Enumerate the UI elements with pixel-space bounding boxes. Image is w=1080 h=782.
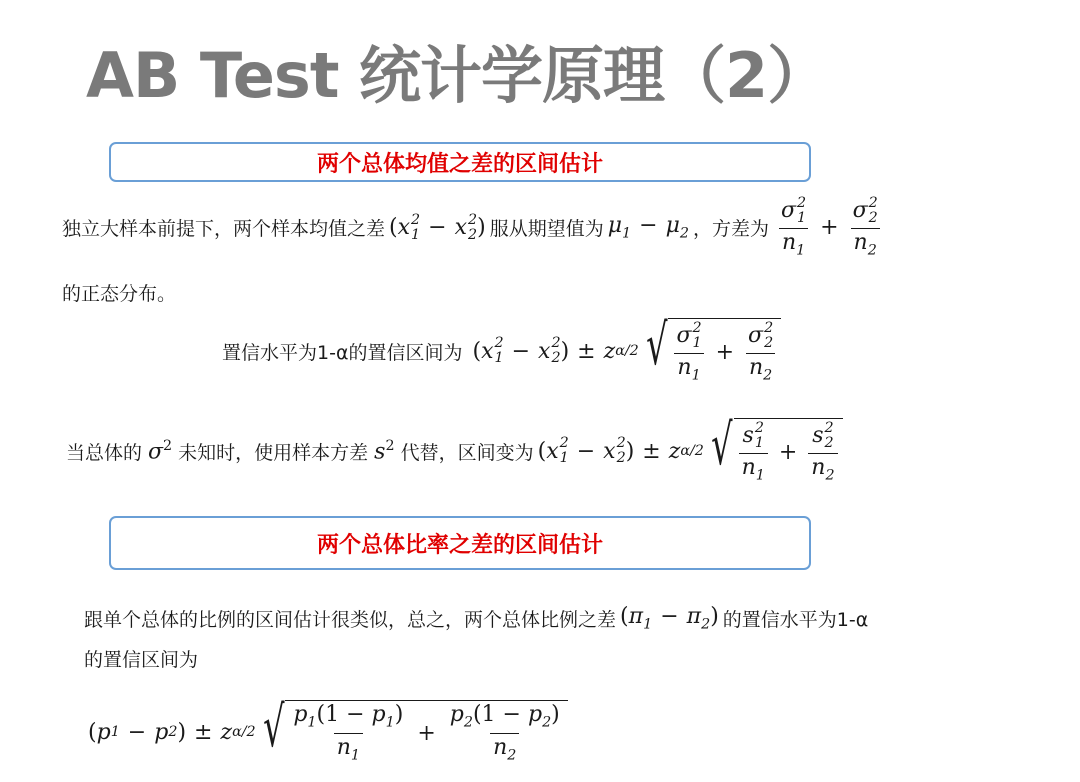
math-mean-diff: (x 2 1 − x 2 2 ): [389, 211, 486, 243]
text-proportion-difference: [84, 604, 868, 632]
math-s-squared: $s^2$: [374, 437, 395, 465]
text-fragment: 代替，区间变为: [400, 441, 534, 464]
math-ci-formula-sample: ( x 2 1 − x 2 2 ) ± z α/2 √ s 2 1 $n_1$ + s 2 2 $n_2$: [538, 418, 843, 484]
text-fragment: 未知时，使用样本方差: [178, 441, 369, 464]
section-heading-mean-difference: 两个总体均值之差的区间估计: [109, 142, 811, 182]
math-proportion-ci-formula: ( p 1 − p 2 ) ± z α/2 √ $\frac{p_1(1 - p_1)}{n_1}$ + $\frac{p_2(1 - p_2)}{n_2}$: [88, 700, 568, 764]
text-fragment: 跟单个总体的比例的区间估计很类似，总之，两个总体比例之差: [84, 608, 617, 631]
text-mean-difference-distribution: [62, 196, 884, 259]
text-fragment: 独立大样本前提下，两个样本均值之差: [62, 218, 386, 241]
section-heading-proportion-difference: 两个总体比率之差的区间估计: [109, 516, 811, 570]
math-sigma-squared: $\sigma^2$: [148, 437, 173, 465]
text-fragment: 的置信水平为1-α: [722, 608, 869, 631]
text-fragment: ，方差为: [693, 218, 770, 241]
math-variance: σ 2 1 $n_1$ + σ 2 2 $n_2$: [775, 196, 884, 259]
text-fragment: 置信水平为1-α的置信区间为: [222, 341, 463, 364]
math-pi-diff: $(\pi_1 - \pi_2)$: [620, 604, 719, 633]
text-normal-distribution: 的正态分布。: [62, 283, 177, 305]
text-confidence-interval: [222, 313, 781, 384]
page-title: AB Test 统计学原理（2）: [86, 39, 829, 112]
text-unknown-variance: [66, 413, 843, 484]
text-proportion-ci-label: 的置信区间为: [84, 649, 199, 671]
math-ci-formula: ( x 2 1 − x 2 2 ) ± z α/2 √ σ 2 1 $n_1$ + σ 2 2 $n_2$: [472, 318, 781, 384]
math-mu-diff: $\mu_1 - \mu_2$: [607, 213, 689, 242]
text-fragment: 当总体的: [66, 441, 143, 464]
text-fragment: 服从期望值为: [489, 218, 604, 241]
